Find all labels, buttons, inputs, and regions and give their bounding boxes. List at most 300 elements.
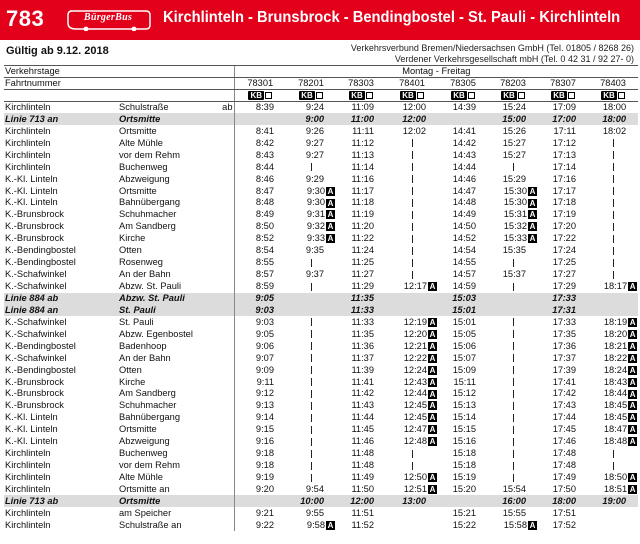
time-value: 15:27 [502, 149, 527, 160]
departure-time [438, 245, 488, 257]
kb-cell [488, 90, 538, 102]
departure-time [488, 364, 538, 376]
place-name: K.-Kl. Linteln [5, 412, 58, 423]
departure-time [588, 352, 638, 364]
departure-time [286, 197, 336, 209]
pass-through-marker [311, 414, 312, 422]
departure-time [286, 519, 336, 531]
departure-time [488, 460, 538, 472]
departure-time [588, 304, 638, 316]
departure-time [538, 113, 588, 125]
on-demand-badge: A [629, 485, 636, 495]
pass-through-marker [513, 438, 514, 446]
time-value: 15:20 [452, 483, 477, 494]
departure-time [438, 495, 488, 507]
trip-number: 78403 [588, 78, 638, 90]
pass-through-marker [513, 330, 514, 338]
time-value: 12:19 [403, 316, 428, 327]
departure-time [438, 472, 488, 484]
on-demand-badge: A [429, 282, 436, 292]
kb-badge: KB [503, 91, 515, 100]
pass-through-marker [412, 247, 413, 255]
time-value: 12:00 [402, 102, 427, 113]
time-value: 18:51 [603, 483, 628, 494]
time-value: 15:06 [452, 340, 477, 351]
departure-time [438, 257, 488, 269]
time-value: 11:11 [352, 125, 375, 136]
time-value: 15:21 [452, 507, 477, 518]
departure-time [588, 125, 638, 137]
departure-time [488, 472, 538, 484]
departure-time [234, 424, 286, 436]
departure-time [234, 269, 286, 281]
departure-time [438, 519, 488, 531]
pass-through-marker [613, 223, 614, 231]
time-value: 17:20 [552, 221, 577, 232]
time-value: 15:15 [452, 424, 477, 435]
departure-marker [214, 125, 234, 137]
place-name: K.-Kl. Linteln [5, 424, 58, 435]
time-value: 9:05 [255, 292, 275, 303]
departure-time [488, 495, 538, 507]
time-value: 15:07 [452, 352, 477, 363]
departure-time [286, 400, 336, 412]
departure-marker [214, 257, 234, 269]
departure-time [538, 460, 588, 472]
departure-time [386, 436, 438, 448]
time-value: 9:26 [305, 125, 325, 136]
departure-time [488, 436, 538, 448]
stop-row [4, 448, 638, 460]
departure-time [438, 507, 488, 519]
departure-time [286, 137, 336, 149]
stop-row [4, 507, 638, 519]
time-value: 12:50 [403, 472, 428, 483]
pass-through-marker [412, 271, 413, 279]
time-value: 9:58 [306, 519, 326, 530]
departure-time [488, 233, 538, 245]
departure-marker [214, 293, 234, 305]
time-value: 18:43 [603, 376, 628, 387]
time-value: 17:36 [552, 340, 577, 351]
departure-time [336, 388, 386, 400]
place-name: K.-Bendingbostel [5, 245, 76, 256]
time-value: 11:51 [351, 507, 375, 518]
on-demand-badge: A [629, 401, 636, 411]
departure-time [488, 304, 538, 316]
departure-time [386, 460, 438, 472]
departure-time [588, 412, 638, 424]
time-value: 9:16 [255, 436, 275, 447]
time-value: 17:14 [552, 161, 577, 172]
time-value: 8:59 [255, 281, 275, 292]
time-value: 9:06 [255, 340, 275, 351]
departure-time [588, 328, 638, 340]
stop-row [4, 173, 638, 185]
pass-through-marker [513, 450, 514, 458]
departure-marker [214, 460, 234, 472]
departure-time [488, 316, 538, 328]
time-value: 15:54 [502, 483, 527, 494]
time-value: 14:41 [452, 125, 477, 136]
departure-time [438, 137, 488, 149]
place-name: K.-Kl. Linteln [5, 185, 58, 196]
departure-time [386, 424, 438, 436]
departure-marker [214, 328, 234, 340]
operating-days-value: Montag - Freitag [234, 66, 638, 78]
stop-row [4, 209, 638, 221]
departure-time [488, 519, 538, 531]
time-value: 11:17 [351, 185, 375, 196]
operating-days-row [4, 66, 638, 78]
departure-time [488, 113, 538, 125]
departure-time [538, 233, 588, 245]
on-demand-badge: A [327, 186, 334, 196]
departure-marker [214, 316, 234, 328]
stop-name: An der Bahn [119, 352, 171, 363]
departure-time [286, 424, 336, 436]
departure-time [234, 448, 286, 460]
departure-time [386, 233, 438, 245]
departure-time [286, 484, 336, 496]
departure-marker [214, 484, 234, 496]
departure-marker [214, 245, 234, 257]
time-value: 15:09 [452, 364, 477, 375]
time-value: 17:17 [552, 185, 577, 196]
departure-time [336, 412, 386, 424]
time-value: 11:27 [351, 269, 375, 280]
departure-time [234, 519, 286, 531]
departure-time [588, 400, 638, 412]
stop-row [4, 436, 638, 448]
stop-name: St. Pauli [118, 304, 214, 316]
time-value: 15:03 [452, 292, 477, 303]
departure-time [438, 293, 488, 305]
time-value: 18:45 [603, 400, 628, 411]
pass-through-marker [412, 211, 413, 219]
on-demand-badge: A [429, 341, 436, 351]
departure-time [438, 149, 488, 161]
pass-through-marker [311, 426, 312, 434]
on-demand-badge: A [629, 473, 636, 483]
stop-row [4, 340, 638, 352]
time-value: 12:47 [403, 424, 428, 435]
time-value: 15:31 [503, 209, 528, 220]
time-value: 17:33 [552, 316, 577, 327]
departure-time [286, 304, 336, 316]
departure-marker [214, 376, 234, 388]
place-name: Kirchlinteln [5, 149, 51, 160]
trip-number: 78301 [234, 78, 286, 90]
time-value: 9:03 [255, 316, 275, 327]
on-demand-badge: A [629, 317, 636, 327]
time-value: 9:21 [255, 507, 275, 518]
departure-time [286, 209, 336, 221]
place-name: Kirchlinteln [5, 137, 51, 148]
time-value: 18:24 [603, 364, 628, 375]
time-value: 9:18 [255, 448, 275, 459]
stop-name: Otten [119, 245, 142, 256]
time-value: 9:05 [255, 328, 275, 339]
on-demand-badge: A [429, 329, 436, 339]
departure-time [488, 328, 538, 340]
departure-time [386, 304, 438, 316]
stop-name: Kirche [119, 233, 146, 244]
kb-marker-icon [468, 92, 475, 99]
departure-time [588, 197, 638, 209]
on-demand-badge: A [629, 377, 636, 387]
pass-through-marker [311, 378, 312, 386]
time-value: 18:47 [603, 424, 628, 435]
time-value: 18:00 [552, 495, 577, 506]
time-value: 18:48 [603, 436, 628, 447]
departure-time [538, 519, 588, 531]
departure-time [488, 125, 538, 137]
time-value: 9:03 [255, 304, 275, 315]
departure-time [538, 281, 588, 293]
time-value: 14:57 [452, 269, 477, 280]
time-value: 11:35 [351, 328, 375, 339]
time-value: 11:50 [351, 483, 375, 494]
time-value: 11:49 [351, 472, 375, 483]
departure-time [386, 316, 438, 328]
pass-through-marker [311, 366, 312, 374]
stop-row [4, 197, 638, 209]
time-value: 17:46 [552, 436, 577, 447]
stop-row [4, 102, 638, 114]
on-demand-badge: A [629, 282, 636, 292]
time-value: 17:00 [552, 113, 577, 124]
on-demand-badge: A [529, 520, 536, 530]
trip-number: 78307 [538, 78, 588, 90]
pass-through-marker [311, 438, 312, 446]
time-value: 9:37 [305, 269, 325, 280]
departure-time [234, 352, 286, 364]
time-value: 12:21 [403, 340, 428, 351]
kb-cell [538, 90, 588, 102]
time-value: 15:30 [503, 197, 528, 208]
stop-name: St. Pauli [119, 316, 154, 327]
stop-name: Am Sandberg [119, 388, 176, 399]
time-value: 12:24 [403, 364, 428, 375]
departure-time [234, 149, 286, 161]
departure-time [588, 424, 638, 436]
departure-time [286, 245, 336, 257]
time-value: 9:33 [306, 233, 326, 244]
pass-through-marker [513, 402, 514, 410]
on-demand-badge: A [529, 234, 536, 244]
departure-time [488, 197, 538, 209]
on-demand-badge: A [429, 317, 436, 327]
time-value: 11:36 [351, 340, 375, 351]
time-value: 12:20 [403, 328, 428, 339]
departure-time [588, 340, 638, 352]
departure-marker [214, 113, 234, 125]
stop-name: Abzweigung [119, 173, 170, 184]
departure-time [336, 281, 386, 293]
time-value: 11:22 [351, 233, 375, 244]
stop-row [4, 328, 638, 340]
pass-through-marker [412, 163, 413, 171]
pass-through-marker [513, 354, 514, 362]
stop-row [4, 125, 638, 137]
departure-time [234, 113, 286, 125]
departure-time [286, 161, 336, 173]
time-value: 9:31 [306, 209, 326, 220]
departure-time [588, 257, 638, 269]
departure-time [234, 412, 286, 424]
time-value: 11:42 [351, 388, 375, 399]
stop-name: Ortsmitte [119, 125, 157, 136]
place-name: Kirchlinteln [5, 102, 51, 113]
time-value: 17:45 [552, 424, 577, 435]
stop-name: Abzw. St. Pauli [119, 281, 182, 292]
pass-through-marker [613, 247, 614, 255]
kb-marker-icon [518, 92, 525, 99]
departure-time [538, 304, 588, 316]
departure-time [336, 197, 386, 209]
departure-time [538, 245, 588, 257]
stop-row [4, 388, 638, 400]
kb-cell [336, 90, 386, 102]
pass-through-marker [513, 474, 514, 482]
pass-through-marker [513, 318, 514, 326]
time-value: 12:00 [350, 495, 375, 506]
departure-time [286, 293, 336, 305]
departure-time [488, 293, 538, 305]
pass-through-marker [513, 462, 514, 470]
on-demand-badge: A [429, 473, 436, 483]
departure-time [386, 507, 438, 519]
departure-time [336, 519, 386, 531]
time-value: 15:05 [452, 328, 477, 339]
departure-time [538, 388, 588, 400]
on-demand-badge: A [629, 425, 636, 435]
departure-time [336, 293, 386, 305]
departure-time [488, 507, 538, 519]
time-value: 15:01 [452, 316, 477, 327]
time-value: 15:30 [503, 185, 528, 196]
time-value: 9:24 [305, 102, 325, 113]
departure-time [286, 257, 336, 269]
on-demand-badge: A [429, 377, 436, 387]
departure-time [438, 269, 488, 281]
departure-time [438, 460, 488, 472]
stop-name: Badenhoop [119, 340, 167, 351]
time-value: 17:18 [552, 197, 577, 208]
pass-through-marker [412, 235, 413, 243]
connection-row [4, 304, 638, 316]
time-value: 11:43 [351, 400, 375, 411]
time-value: 14:50 [452, 221, 477, 232]
departure-time [234, 316, 286, 328]
time-value: 11:09 [351, 102, 375, 113]
time-value: 8:47 [255, 185, 275, 196]
place-name: Kirchlinteln [5, 507, 51, 518]
departure-time [234, 293, 286, 305]
departure-time [336, 233, 386, 245]
time-value: 12:45 [403, 412, 428, 423]
departure-time [286, 149, 336, 161]
time-value: 17:39 [552, 364, 577, 375]
stop-row [4, 519, 638, 531]
departure-time [488, 185, 538, 197]
place-name: Kirchlinteln [5, 448, 51, 459]
time-value: 11:13 [351, 149, 375, 160]
operator-vgg: Verdener Verkehrsgesellschaft mbH (Tel. 0 42 31 / 92 27- 0) [394, 54, 634, 64]
departure-time [386, 161, 438, 173]
stop-row [4, 245, 638, 257]
departure-time [234, 460, 286, 472]
time-value: 12:48 [403, 436, 428, 447]
departure-time [286, 125, 336, 137]
departure-time [488, 388, 538, 400]
departure-time [234, 161, 286, 173]
kb-cell [286, 90, 336, 102]
time-value: 9:27 [305, 137, 325, 148]
time-value: 8:55 [255, 257, 275, 268]
time-value: 9:22 [255, 519, 275, 530]
departure-time [386, 221, 438, 233]
time-value: 15:22 [452, 519, 477, 530]
time-value: 17:48 [552, 460, 577, 471]
time-value: 9:54 [305, 483, 325, 494]
departure-time [386, 209, 438, 221]
pass-through-marker [613, 462, 614, 470]
stop-name: Schulstraße an [119, 519, 182, 530]
departure-time [538, 161, 588, 173]
departure-time [286, 495, 336, 507]
departure-marker [214, 221, 234, 233]
departure-time [538, 484, 588, 496]
departure-time [588, 507, 638, 519]
departure-time [588, 245, 638, 257]
departure-time [488, 209, 538, 221]
on-demand-badge: A [629, 413, 636, 423]
time-value: 15:33 [503, 233, 528, 244]
place-name: Kirchlinteln [5, 125, 51, 136]
place-name: K.-Kl. Linteln [5, 436, 58, 447]
time-value: 17:42 [552, 388, 577, 399]
departure-time [538, 328, 588, 340]
departure-time [336, 113, 386, 125]
departure-marker: ab [222, 102, 233, 113]
departure-time [234, 221, 286, 233]
departure-time [336, 173, 386, 185]
time-value: 8:54 [255, 245, 275, 256]
time-value: 11:00 [350, 113, 375, 124]
time-value: 11:20 [351, 221, 375, 232]
time-value: 9:12 [255, 388, 275, 399]
departure-time [488, 149, 538, 161]
time-value: 14:49 [452, 209, 477, 220]
time-value: 8:57 [255, 269, 275, 280]
departure-time [538, 340, 588, 352]
departure-time [438, 388, 488, 400]
departure-time [386, 400, 438, 412]
departure-time [336, 400, 386, 412]
on-demand-badge: A [629, 341, 636, 351]
departure-time [538, 125, 588, 137]
stop-row [4, 221, 638, 233]
time-value: 17:48 [552, 448, 577, 459]
departure-time [336, 316, 386, 328]
time-value: 8:49 [255, 209, 275, 220]
departure-time [588, 161, 638, 173]
route-title: Kirchlinteln - Brunsbrock - Bendingbostel - St. Pauli - Kirchlinteln [163, 9, 621, 26]
time-value: 15:00 [502, 113, 527, 124]
departure-time [234, 197, 286, 209]
